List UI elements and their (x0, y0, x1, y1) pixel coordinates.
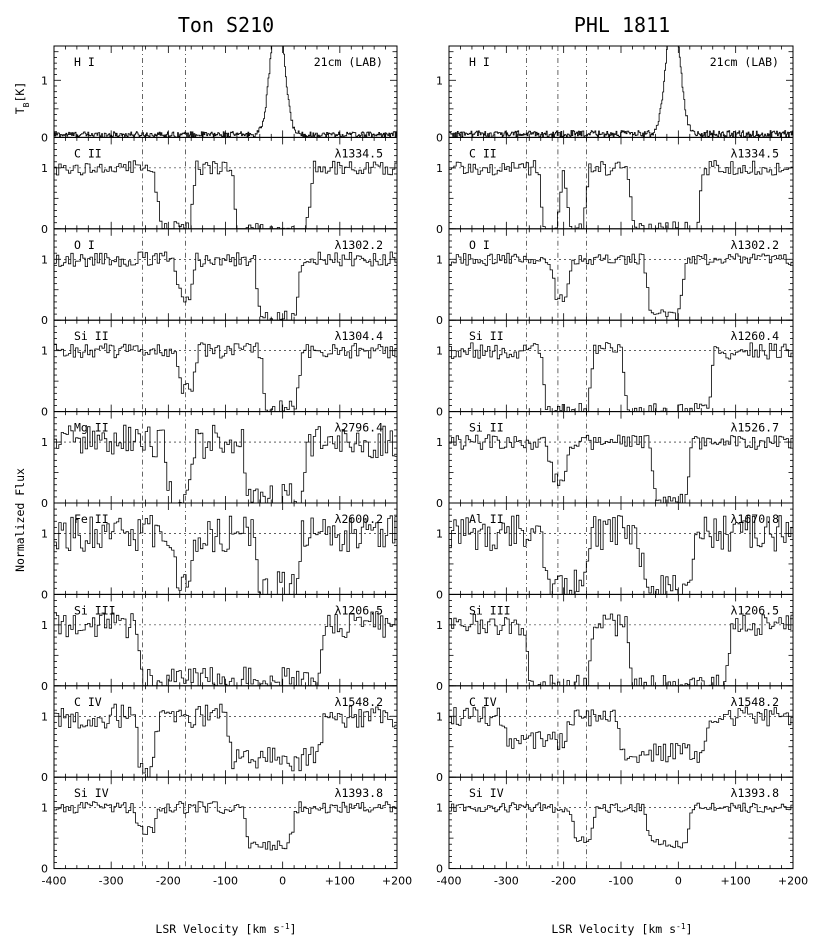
y-tick-label: 0 (436, 771, 443, 785)
transition-label: λ1670.8 (730, 512, 779, 526)
x-axis-label-left: LSR Velocity [km $s^{-1}$] (155, 921, 297, 936)
transition-label: λ1206.5 (730, 603, 779, 618)
y-tick-label: 0 (436, 222, 443, 236)
ion-label: O I (469, 237, 490, 252)
column-title-left: Ton S210 (177, 13, 275, 37)
y-tick-label: 1 (436, 74, 443, 88)
panel-0-1 (41, 137, 397, 235)
x-tick-label: -100 (213, 874, 238, 888)
panel-1-4 (436, 412, 793, 510)
transition-label: λ1548.2 (730, 694, 779, 709)
panel-0-8 (41, 777, 397, 875)
ion-label: Al II (469, 512, 504, 526)
y-tick-label: 0 (41, 679, 48, 693)
spectrum-profile (54, 425, 397, 503)
ion-label: H I (469, 55, 490, 69)
ion-label: Si II (469, 329, 504, 344)
ion-label: C IV (469, 694, 497, 709)
transition-label: λ1393.8 (730, 786, 779, 801)
ion-label: Fe II (74, 512, 109, 526)
y-tick-label: 0 (41, 131, 48, 145)
x-tick-label: -300 (98, 874, 124, 888)
x-tick-label: -400 (41, 874, 67, 888)
ion-label: C IV (74, 694, 102, 709)
y-tick-label: 0 (41, 771, 48, 785)
y-tick-label: 1 (436, 710, 443, 724)
y-tick-label: 1 (436, 618, 443, 632)
spectrum-profile (449, 803, 793, 848)
x-tick-label: 0 (674, 874, 682, 888)
y-tick-label: 0 (436, 131, 443, 145)
ion-label: O I (74, 237, 95, 252)
transition-label: λ1206.5 (334, 603, 383, 618)
transition-label: λ1260.4 (730, 329, 779, 344)
spectrum-profile (449, 435, 793, 503)
y-tick-label: 1 (436, 253, 443, 267)
x-tick-label: 0 (279, 874, 287, 888)
panel-1-5 (436, 503, 793, 601)
y-tick-label: 0 (436, 497, 443, 510)
x-tick-label: -400 (436, 874, 462, 888)
panel-0-7 (41, 686, 397, 784)
y-tick-label: 1 (41, 436, 48, 450)
panel-1-0 (436, 46, 793, 144)
panel-0-5 (41, 503, 397, 601)
y-axis-label-flux: Normalized Flux (13, 468, 27, 572)
x-tick-label: -100 (608, 874, 634, 888)
x-tick-label: -300 (493, 874, 519, 888)
x-tick-label: +100 (720, 874, 751, 888)
panel-1-7 (436, 686, 793, 784)
transition-label: λ1334.5 (730, 146, 779, 161)
ion-label: Si IV (74, 786, 109, 801)
spectrum-profile (54, 612, 397, 686)
spectrum-profile (449, 161, 793, 229)
ion-label: C II (74, 146, 102, 161)
x-tick-label: +200 (381, 874, 413, 888)
y-tick-label: 1 (41, 801, 48, 815)
transition-label: λ1393.8 (334, 786, 383, 801)
y-tick-label: 1 (41, 618, 48, 632)
ion-label: C II (469, 146, 497, 161)
transition-label: λ1302.2 (730, 237, 779, 252)
spectrum-profile (449, 343, 793, 412)
spectrum-profile (54, 802, 397, 850)
transition-label: λ1526.7 (730, 420, 779, 435)
panel-1-2 (436, 229, 793, 327)
x-tick-label: +100 (324, 874, 355, 888)
spectrum-profile (54, 252, 397, 320)
y-tick-label: 0 (41, 314, 48, 328)
transition-label: λ1302.2 (334, 237, 383, 252)
panel-1-8 (436, 777, 793, 875)
y-tick-label: 1 (41, 344, 48, 358)
x-tick-label: -200 (551, 874, 577, 888)
y-tick-label: 1 (436, 801, 443, 815)
y-tick-label: 0 (41, 497, 48, 510)
panel-0-3 (41, 320, 397, 418)
x-axis-label-right: LSR Velocity [km $s^{-1}$] (551, 921, 693, 936)
panel-0-6 (41, 594, 397, 692)
x-tick-label: +200 (777, 874, 809, 888)
y-tick-label: 0 (41, 405, 48, 419)
spectrum-profile (449, 253, 793, 319)
ion-label: Mg II (74, 420, 109, 435)
panel-0-2 (41, 229, 397, 327)
y-tick-label: 1 (41, 161, 48, 175)
y-tick-label: 0 (436, 862, 443, 876)
column-title-right: PHL 1811 (573, 13, 671, 37)
y-axis-label-tb: $T_B[K]$ (13, 81, 31, 115)
spectrum-profile (449, 707, 793, 762)
y-tick-label: 0 (41, 588, 48, 602)
y-tick-label: 0 (436, 679, 443, 693)
y-tick-label: 1 (41, 710, 48, 724)
transition-label: 21cm (LAB) (313, 55, 383, 69)
spectrum-profile (54, 161, 397, 229)
transition-label: λ1334.5 (334, 146, 383, 161)
y-tick-label: 1 (41, 253, 48, 267)
spectrum-profile (449, 515, 793, 594)
transition-label: λ2600.2 (334, 512, 383, 526)
y-tick-label: 0 (436, 405, 443, 419)
spectrum-profile (54, 704, 397, 777)
y-tick-label: 1 (436, 436, 443, 450)
ion-label: Si IV (469, 786, 504, 801)
panel-0-4 (41, 412, 397, 510)
y-tick-label: 1 (436, 527, 443, 541)
y-tick-label: 0 (436, 588, 443, 602)
panel-0-0 (41, 46, 397, 144)
ion-label: Si III (469, 603, 511, 618)
ion-label: Si III (74, 603, 116, 618)
spectrum-profile (54, 343, 397, 412)
y-tick-label: 1 (41, 527, 48, 541)
transition-label: λ2796.4 (334, 420, 383, 435)
transition-label: λ1304.4 (334, 329, 383, 344)
spectrum-profile (54, 515, 397, 594)
y-tick-label: 0 (41, 222, 48, 236)
y-tick-label: 1 (41, 74, 48, 88)
ion-label: Si II (74, 329, 109, 344)
y-tick-label: 0 (436, 314, 443, 328)
transition-label: 21cm (LAB) (709, 55, 779, 69)
panel-1-1 (436, 137, 793, 235)
ion-label: Si II (469, 420, 504, 435)
panel-1-6 (436, 594, 793, 692)
y-tick-label: 1 (436, 344, 443, 358)
y-tick-label: 0 (41, 862, 48, 876)
x-tick-label: -200 (155, 874, 181, 888)
transition-label: λ1548.2 (334, 694, 383, 709)
y-tick-label: 1 (436, 161, 443, 175)
panel-1-3 (436, 320, 793, 418)
ion-label: H I (74, 55, 95, 69)
